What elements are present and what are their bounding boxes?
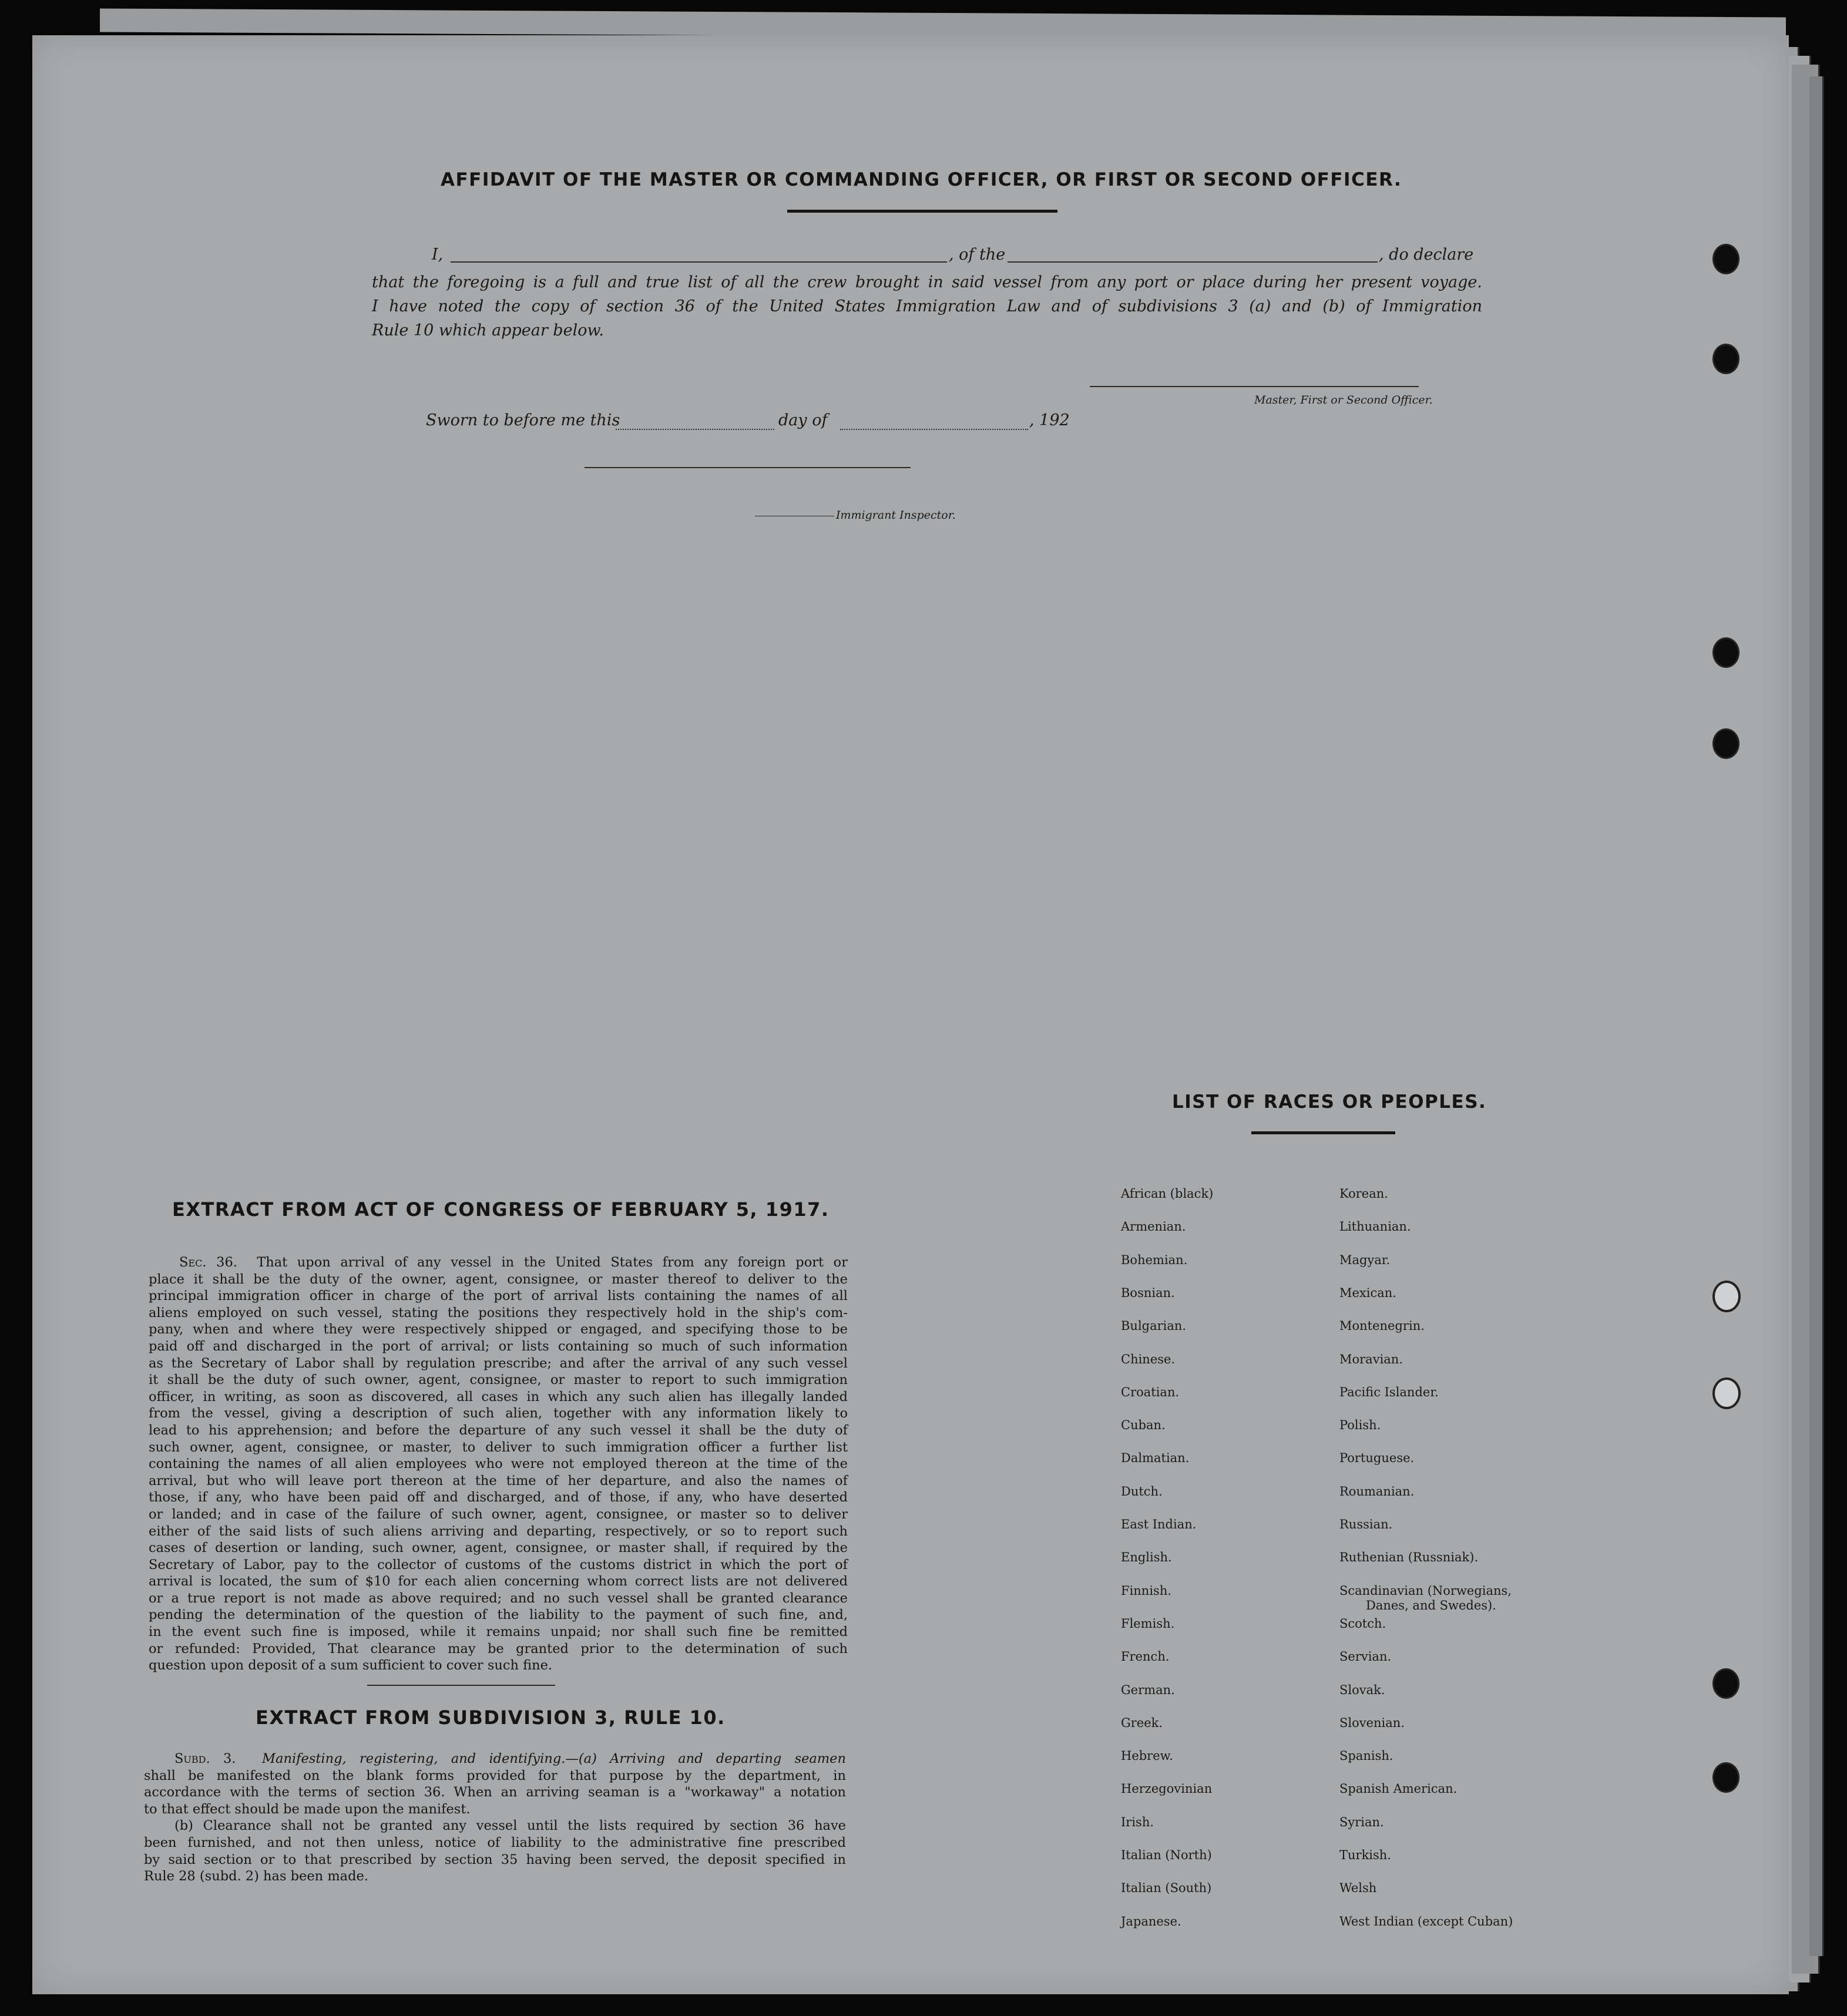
race-item: East Indian. (1121, 1517, 1197, 1531)
race-item: Turkish. (1339, 1848, 1391, 1862)
race-item: Irish. (1121, 1815, 1154, 1829)
race-item: Scandinavian (Norwegians, (1339, 1584, 1512, 1598)
rule-line-first (144, 1750, 846, 1768)
race-item: Portuguese. (1339, 1451, 1415, 1465)
act-line: paid off and discharged in the port of arrival; or lists containing so much of such information (149, 1338, 848, 1354)
race-item: Roumanian. (1339, 1484, 1415, 1498)
race-item: Bohemian. (1121, 1253, 1188, 1267)
race-item-continuation: Danes, and Swedes). (1366, 1598, 1496, 1612)
binder-hole (1712, 1281, 1741, 1312)
rule-line: shall be manifested on the blank forms provided for that purpose by the department, in (144, 1768, 846, 1783)
act-line: arrival, but who will leave port thereon at the time of her departure, and also the names of (149, 1473, 848, 1489)
race-item: Russian. (1339, 1517, 1393, 1531)
declaration-of-the: , of the (949, 246, 1006, 264)
race-item: Pacific Islander. (1339, 1385, 1439, 1399)
binder-hole (1712, 344, 1739, 374)
race-item: Korean. (1339, 1187, 1388, 1201)
declaration-line: I have noted the copy of section 36 of the United States Immigration Law and of subdivisions 3 (a) and (b) of Immigration (372, 297, 1482, 315)
subd-label: Subd. 3. (174, 1751, 236, 1766)
act-extract-title: EXTRACT FROM ACT OF CONGRESS OF FEBRUARY 5, 1917. (172, 1198, 830, 1221)
master-signature-line[interactable] (1090, 386, 1419, 387)
race-item: Chinese. (1121, 1352, 1176, 1366)
act-line: pany, when and where they were respectively shipped or engaged, and specifying those to be (149, 1322, 848, 1338)
act-line: either of the said lists of such aliens arriving and departing, respectively, or so to report such (149, 1523, 848, 1539)
act-line: officer, in writing, as soon as discovered, all cases in which any such alien has illegally landed (149, 1389, 848, 1405)
declaration-line: that the foregoing is a full and true list of all the crew brought in said vessel from any port or place during her present voyage. (372, 273, 1482, 291)
races-title: LIST OF RACES OR PEOPLES. (1172, 1091, 1487, 1113)
rule-extract-title: EXTRACT FROM SUBDIVISION 3, RULE 10. (256, 1706, 726, 1729)
act-line: from the vessel, giving a description of such alien, together with any information likely to (149, 1406, 848, 1422)
declaration-line: Rule 10 which appear below. (372, 321, 604, 340)
act-line: question upon deposit of a sum sufficient to cover such fine. (149, 1658, 553, 1674)
act-line: cases of desertion or landing, such owner, agent, consignee, or master shall, if required by the (149, 1540, 848, 1556)
act-line: principal immigration officer in charge of the port of arrival lists containing the names of all (149, 1288, 848, 1304)
binder-hole (1712, 244, 1739, 274)
rule-line: by said section or to that prescribed by section 35 having been served, the deposit specified in (144, 1852, 846, 1867)
race-item: Montenegrin. (1339, 1319, 1425, 1333)
rule-extract-body (144, 1750, 846, 1885)
race-item: Polish. (1339, 1418, 1381, 1432)
race-item: West Indian (except Cuban) (1339, 1914, 1513, 1928)
rule-line: to that effect should be made upon the manifest. (144, 1801, 471, 1817)
act-line-first (149, 1254, 848, 1271)
race-item: Japanese. (1121, 1914, 1181, 1928)
race-item: French. (1121, 1649, 1170, 1664)
race-item: Magyar. (1339, 1253, 1391, 1267)
act-line: pending the determination of the question of the liability to the payment of such fine, and, (149, 1607, 848, 1623)
rule-line: accordance with the terms of section 36. When an arriving seaman is a "workaway" a notation (144, 1785, 846, 1800)
race-item: Finnish. (1121, 1584, 1172, 1598)
binder-hole (1712, 1762, 1739, 1793)
race-item: Flemish. (1121, 1617, 1175, 1631)
declaration-start: I, (432, 246, 444, 264)
act-line: lead to his apprehension; and before the departure of any such vessel it shall be the duty of (149, 1422, 848, 1438)
document-page (32, 35, 1789, 1994)
section-divider (367, 1685, 555, 1686)
race-item: Dalmatian. (1121, 1451, 1190, 1465)
race-item: Croatian. (1121, 1385, 1180, 1399)
race-item: Spanish. (1339, 1749, 1393, 1763)
binder-hole (1712, 728, 1739, 759)
act-line: as the Secretary of Labor shall by regulation prescribe; and after the arrival of any such vessel (149, 1355, 848, 1371)
binder-hole (1712, 1377, 1741, 1409)
sworn-year: , 192 (1029, 411, 1070, 429)
races-underline (1251, 1131, 1395, 1134)
rule-line: Manifesting, registering, and identifying.—(a) Arriving and departing seamen (262, 1751, 846, 1766)
act-line: containing the names of all alien employees who were not employed thereon at the time of the (149, 1456, 848, 1472)
race-item: Spanish American. (1339, 1782, 1458, 1796)
sworn-day-of: day of (778, 411, 828, 429)
rule-line: (b) Clearance shall not be granted any vessel until the lists required by section 36 have (174, 1818, 846, 1834)
section-label: Sec. 36. (179, 1255, 237, 1270)
inspector-label: Immigrant Inspector. (836, 509, 956, 522)
act-line: or refunded: Provided, That clearance may be granted prior to the determination of such (149, 1641, 848, 1657)
act-line: those, if any, who have been paid off and discharged, and of those, if any, who have deserted (149, 1490, 848, 1506)
act-line: in the event such fine is imposed, while it remains unpaid; nor shall such fine be remitted (149, 1624, 848, 1640)
race-item: Syrian. (1339, 1815, 1384, 1829)
race-item: Italian (South) (1121, 1881, 1212, 1895)
rule-line: been furnished, and not then unless, notice of liability to the administrative fine prescribed (144, 1834, 846, 1850)
binder-hole (1712, 637, 1739, 668)
master-signature-label: Master, First or Second Officer. (1254, 394, 1433, 406)
act-line: aliens employed on such vessel, stating the positions they respectively hold in the ship's com- (149, 1305, 848, 1321)
act-line: or landed; and in case of the failure of such owner, agent, consignee, or master so to deliver (149, 1506, 848, 1522)
act-line: That upon arrival of any vessel in the United States from any foreign port or (257, 1255, 848, 1270)
race-item: Servian. (1339, 1649, 1392, 1664)
act-line: such owner, agent, consignee, or master, to deliver to such immigration officer a further list (149, 1439, 848, 1455)
race-item: Dutch. (1121, 1484, 1163, 1498)
title-underline (787, 210, 1057, 213)
race-item: English. (1121, 1550, 1172, 1564)
act-line: arrival is located, the sum of $10 for each alien concerning whom correct lists are not delivered (149, 1574, 848, 1590)
race-item: Lithuanian. (1339, 1219, 1411, 1234)
act-line: it shall be the duty of such owner, agent, consignee, or master to report to such immigration (149, 1372, 848, 1388)
sworn-month-blank[interactable] (840, 429, 1028, 430)
race-item: Greek. (1121, 1716, 1163, 1730)
sworn-prefix: Sworn to before me this (426, 411, 620, 429)
race-item: Armenian. (1121, 1219, 1186, 1234)
page-edge (1809, 76, 1824, 1956)
declaration-do-declare: , do declare (1379, 246, 1474, 264)
act-line: Secretary of Labor, pay to the collector of customs of the customs district in which the port of (149, 1557, 848, 1573)
race-item: Moravian. (1339, 1352, 1403, 1366)
race-item: Herzegovinian (1121, 1782, 1213, 1796)
race-item: Bosnian. (1121, 1286, 1175, 1300)
race-item: Bulgarian. (1121, 1319, 1187, 1333)
race-item: Cuban. (1121, 1418, 1166, 1432)
declaration-text (372, 270, 1482, 342)
affidavit-title: AFFIDAVIT OF THE MASTER OR COMMANDING OFFICER, OR FIRST OR SECOND OFFICER. (441, 169, 1402, 190)
vessel-blank-line[interactable] (1008, 261, 1378, 263)
race-item: German. (1121, 1683, 1175, 1697)
act-line: place it shall be the duty of the owner, agent, consignee, or master thereof to deliver to the (149, 1271, 848, 1287)
binder-hole (1712, 1668, 1739, 1699)
name-blank-line[interactable] (451, 261, 947, 263)
act-extract-body (149, 1254, 848, 1674)
race-item: Scotch. (1339, 1617, 1386, 1631)
act-line: or a true report is not made as above required; and no such vessel shall be granted clearance (149, 1590, 848, 1606)
race-item: Slovenian. (1339, 1716, 1405, 1730)
rule-line: Rule 28 (subd. 2) has been made. (144, 1869, 368, 1884)
race-item: Hebrew. (1121, 1749, 1173, 1763)
race-item: African (black) (1121, 1187, 1214, 1201)
race-item: Welsh (1339, 1881, 1377, 1895)
race-item: Italian (North) (1121, 1848, 1212, 1862)
race-item: Ruthenian (Russniak). (1339, 1550, 1479, 1564)
race-item: Mexican. (1339, 1286, 1396, 1300)
inspector-signature-line[interactable] (585, 467, 911, 468)
sworn-day-blank[interactable] (616, 429, 774, 430)
race-item: Slovak. (1339, 1683, 1385, 1697)
